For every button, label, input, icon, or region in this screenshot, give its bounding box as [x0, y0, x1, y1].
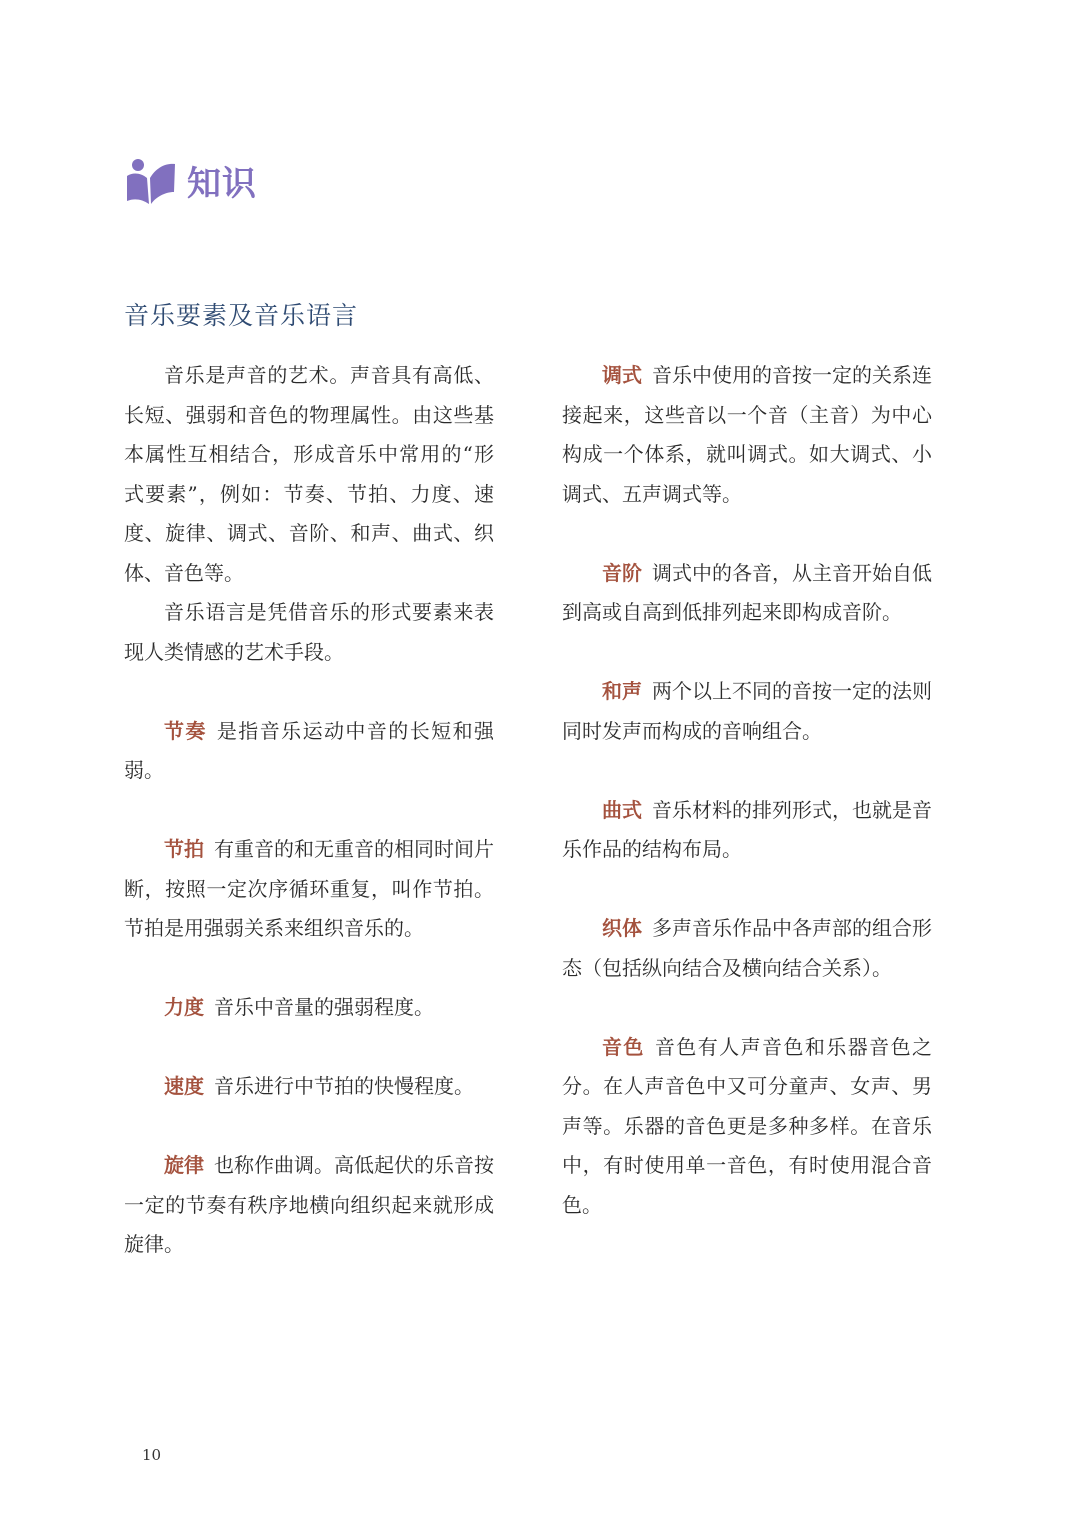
term-entry — [124, 988, 494, 1028]
term-entry — [124, 830, 494, 949]
term-label: 和声 — [602, 679, 642, 703]
term-entry — [124, 1146, 494, 1265]
term-entry — [562, 909, 932, 988]
term-definition: 音乐中使用的音按一定的关系连接起来，这些音以一个音（主音）为中心构成一个体系，就叫调式。如大调式、小调式、五声调式等。 — [562, 363, 932, 506]
term-entry — [562, 791, 932, 870]
term-definition: 也称作曲调。高低起伏的乐音按一定的节奏有秩序地横向组织起来就形成旋律。 — [124, 1153, 494, 1256]
term-definition: 多声音乐作品中各声部的组合形态（包括纵向结合及横向结合关系）。 — [562, 916, 932, 980]
term-definition: 音乐进行中节拍的快慢程度。 — [214, 1074, 474, 1098]
term-label: 力度 — [164, 995, 204, 1019]
term-entry — [124, 712, 494, 791]
term-label: 速度 — [164, 1074, 204, 1098]
open-book-icon — [123, 152, 179, 208]
term-definition: 是指音乐运动中音的长短和强弱。 — [124, 718, 495, 782]
page-header — [123, 150, 257, 210]
section-title: 音乐要素及音乐语言 — [124, 301, 359, 330]
term-label: 节奏 — [164, 718, 207, 743]
term-definition: 有重音的和无重音的相同时间片断，按照一定次序循环重复，叫作节拍。节拍是用强弱关系来组织音乐的。 — [124, 837, 494, 940]
term-label: 旋律 — [164, 1153, 204, 1177]
term-definition: 音乐材料的排列形式，也就是音乐作品的结构布局。 — [562, 797, 932, 861]
term-label: 曲式 — [602, 797, 642, 822]
term-entry — [562, 1028, 932, 1226]
term-label: 音色 — [602, 1034, 645, 1059]
term-definition: 音色有人声音色和乐器音色之分。在人声音色中又可分童声、女声、男声等。乐器的音色更是多种多样。在音乐中，有时使用单一音色，有时使用混合音色。 — [562, 1034, 933, 1217]
intro-paragraph: 音乐是声音的艺术。声音具有高低、长短、强弱和音色的物理属性。由这些基本属性互相结合，形成音乐中常用的“形式要素”，例如：节奏、节拍、力度、速度、旋律、调式、音阶、和声、曲式、织体、音色等。 — [124, 363, 494, 585]
term-definition: 音乐中音量的强弱程度。 — [214, 995, 434, 1019]
term-label: 音阶 — [602, 560, 642, 585]
intro-paragraph: 音乐语言是凭借音乐的形式要素来表现人类情感的艺术手段。 — [124, 600, 494, 664]
page-number: 10 — [142, 1446, 162, 1464]
term-definition: 两个以上不同的音按一定的法则同时发声而构成的音响组合。 — [562, 679, 932, 743]
term-label: 调式 — [602, 363, 642, 387]
term-entry — [562, 356, 932, 514]
term-label: 织体 — [602, 916, 642, 940]
term-definition: 调式中的各音，从主音开始自低到高或自高到低排列起来即构成音阶。 — [562, 560, 932, 624]
left-column — [124, 356, 494, 1304]
right-column — [562, 356, 932, 1265]
term-label: 节拍 — [164, 837, 204, 861]
header-title: 知识 — [187, 163, 257, 204]
term-entry — [124, 1067, 494, 1107]
term-entry — [562, 672, 932, 751]
term-entry — [562, 554, 932, 633]
